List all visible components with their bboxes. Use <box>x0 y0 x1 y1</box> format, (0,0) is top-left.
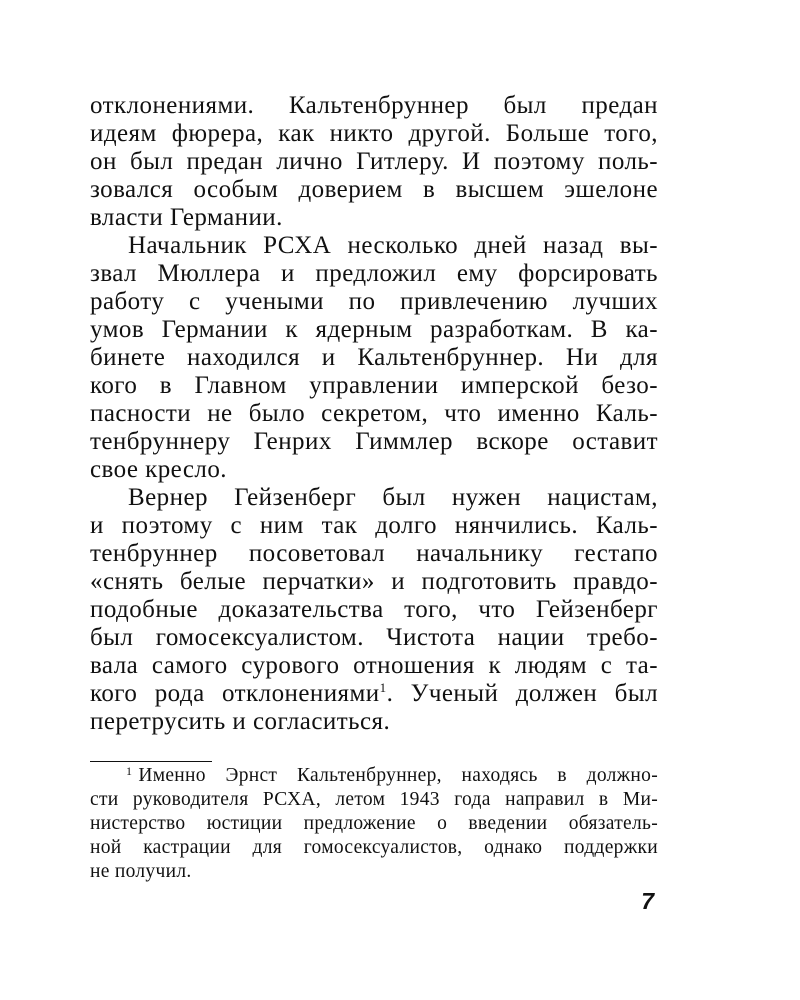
text-line: кого в Главном управлении имперской безо- <box>90 372 658 399</box>
text-line: и поэтому с ним так долго нянчились. Каль- <box>90 512 658 539</box>
paragraph-first-line: Начальник РСХА несколько дней назад вы- <box>128 232 658 259</box>
footnote-reference: 1 <box>379 680 387 695</box>
footnote-line: сти руководителя РСХА, летом 1943 года направил в Ми- <box>90 789 658 810</box>
text-line: был гомосексуалистом. Чистота нации требо- <box>90 624 658 651</box>
footnote-line <box>90 764 658 788</box>
paragraph-first-line: Вернер Гейзенберг был нужен нацистам, <box>128 484 658 511</box>
main-text <box>90 92 658 736</box>
text-fragment: кого рода отклонениями <box>90 680 380 707</box>
text-line: «снять белые перчатки» и подготовить правдо- <box>90 568 658 595</box>
text-line: тенбруннер посоветовал начальнику гестапо <box>90 540 658 567</box>
text-line: отклонениями. Кальтенбруннер был предан <box>90 92 658 119</box>
text-line: пасности не было секретом, что именно Каль- <box>90 400 658 427</box>
text-line: он был предан лично Гитлеру. И поэтому поль- <box>90 148 658 175</box>
text-line: перетрусить и согласиться. <box>90 708 391 735</box>
footnote-line: ной кастрации для гомосексуалистов, однако поддержки <box>90 837 658 858</box>
text-line: работу с учеными по привлечению лучших <box>90 288 658 315</box>
text-line: вала самого сурового отношения к людям с та- <box>90 652 658 679</box>
text-line: умов Германии к ядерным разработкам. В ка- <box>90 316 658 343</box>
text-line: бинете находился и Кальтенбруннер. Ни для <box>90 344 658 371</box>
footnote-marker: 1 <box>126 764 133 778</box>
text-line: идеям фюрера, как никто другой. Больше того, <box>90 120 658 147</box>
footnote-line: не получил. <box>90 861 192 882</box>
footnote <box>90 764 658 884</box>
text-fragment: . Ученый должен был <box>386 680 658 707</box>
text-line: свое кресло. <box>90 456 227 483</box>
footnote-line: нистерство юстиции предложение о введении обязатель- <box>90 813 658 834</box>
page-number: 7 <box>641 888 654 914</box>
text-line: подобные доказательства того, что Гейзенберг <box>90 596 658 623</box>
text-line: тенбруннеру Генрих Гиммлер вскоре оставит <box>90 428 658 455</box>
text-line: власти Германии. <box>90 204 283 231</box>
footnote-separator <box>90 761 212 762</box>
text-line: зовался особым доверием в высшем эшелоне <box>90 176 658 203</box>
text-line-with-footnote <box>90 680 658 708</box>
footnote-text: Именно Эрнст Кальтенбруннер, находясь в должно- <box>138 765 658 786</box>
text-line: звал Мюллера и предложил ему форсировать <box>90 260 658 287</box>
